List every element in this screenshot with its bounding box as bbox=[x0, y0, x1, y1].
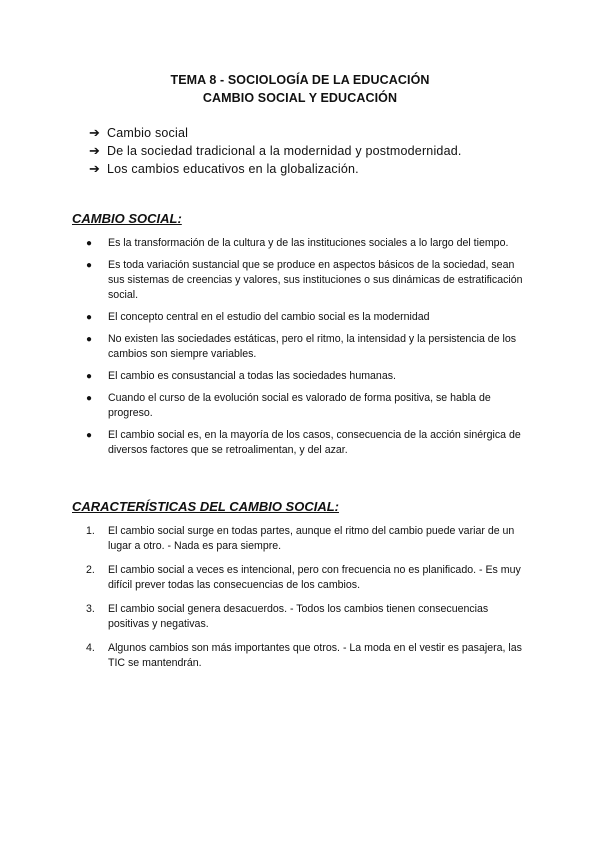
list-item-text: El cambio social genera desacuerdos. - Todos los cambios tienen consecuencias positivas y negativas. bbox=[108, 603, 489, 630]
list-item bbox=[72, 332, 532, 362]
bullet-icon: ● bbox=[86, 238, 93, 249]
bullet-list bbox=[72, 236, 532, 465]
bullet-icon: ● bbox=[86, 393, 93, 404]
document-title: TEMA 8 - SOCIOLOGÍA DE LA EDUCACIÓN bbox=[170, 73, 430, 87]
list-item bbox=[72, 563, 532, 593]
list-item-text: El cambio es consustancial a todas las sociedades humanas. bbox=[108, 370, 396, 382]
bullet-icon: ● bbox=[86, 430, 93, 441]
bullet-icon: ● bbox=[86, 312, 93, 323]
index-item-text: De la sociedad tradicional a la modernidad y postmodernidad. bbox=[107, 144, 462, 158]
list-item bbox=[72, 641, 532, 671]
list-item-text: El cambio social a veces es intencional, pero con frecuencia no es planificado. - Es muy difícil prever todas las consecuencias de los cambios. bbox=[108, 564, 521, 591]
list-item bbox=[72, 369, 532, 384]
list-item-text: El cambio social surge en todas partes, aunque el ritmo del cambio puede variar de un lugar a otro. - Nada es para siempre. bbox=[108, 525, 515, 552]
list-number: 3. bbox=[86, 603, 95, 615]
index-item bbox=[89, 124, 569, 142]
arrow-right-icon: ➔ bbox=[89, 161, 101, 176]
index-item-text: Cambio social bbox=[107, 126, 189, 140]
index-list bbox=[89, 124, 569, 178]
index-item bbox=[89, 160, 569, 178]
list-number: 2. bbox=[86, 564, 95, 576]
document-subtitle: CAMBIO SOCIAL Y EDUCACIÓN bbox=[202, 91, 398, 105]
list-number: 1. bbox=[86, 525, 95, 537]
list-item bbox=[72, 236, 532, 251]
list-item-text: Cuando el curso de la evolución social es valorado de forma positiva, se habla de progreso. bbox=[108, 392, 491, 419]
section-heading-cambio-social: CAMBIO SOCIAL: bbox=[72, 211, 182, 226]
bullet-icon: ● bbox=[86, 260, 93, 271]
list-item bbox=[72, 310, 532, 325]
list-item-text: Es la transformación de la cultura y de las instituciones sociales a lo largo del tiempo. bbox=[108, 237, 509, 249]
list-item-text: El concepto central en el estudio del cambio social es la modernidad bbox=[108, 311, 430, 323]
index-item-text: Los cambios educativos en la globalización. bbox=[107, 162, 359, 176]
arrow-right-icon: ➔ bbox=[89, 143, 101, 158]
list-item bbox=[72, 391, 532, 421]
arrow-right-icon: ➔ bbox=[89, 125, 101, 140]
list-item bbox=[72, 258, 532, 303]
list-item-text: El cambio social es, en la mayoría de los casos, consecuencia de la acción sinérgica de diversos factores que se retroalimentan, y del azar. bbox=[108, 429, 521, 456]
section-heading-caracteristicas: CARACTERÍSTICAS DEL CAMBIO SOCIAL: bbox=[72, 499, 339, 514]
list-item bbox=[72, 524, 532, 554]
bullet-icon: ● bbox=[86, 334, 93, 345]
list-item-text: Es toda variación sustancial que se produce en aspectos básicos de la sociedad, sean sus sistemas de creencias y valores, sus instituciones o sus dinámicas de estratificación social. bbox=[108, 259, 523, 301]
list-item-text: No existen las sociedades estáticas, pero el ritmo, la intensidad y la persistencia de los cambios son siempre variables. bbox=[108, 333, 517, 360]
list-number: 4. bbox=[86, 642, 95, 654]
list-item bbox=[72, 428, 532, 458]
numbered-list bbox=[72, 524, 532, 680]
bullet-icon: ● bbox=[86, 371, 93, 382]
index-item bbox=[89, 142, 569, 160]
list-item bbox=[72, 602, 532, 632]
list-item-text: Algunos cambios son más importantes que otros. - La moda en el vestir es pasajera, las TIC se mantendrán. bbox=[108, 642, 522, 669]
